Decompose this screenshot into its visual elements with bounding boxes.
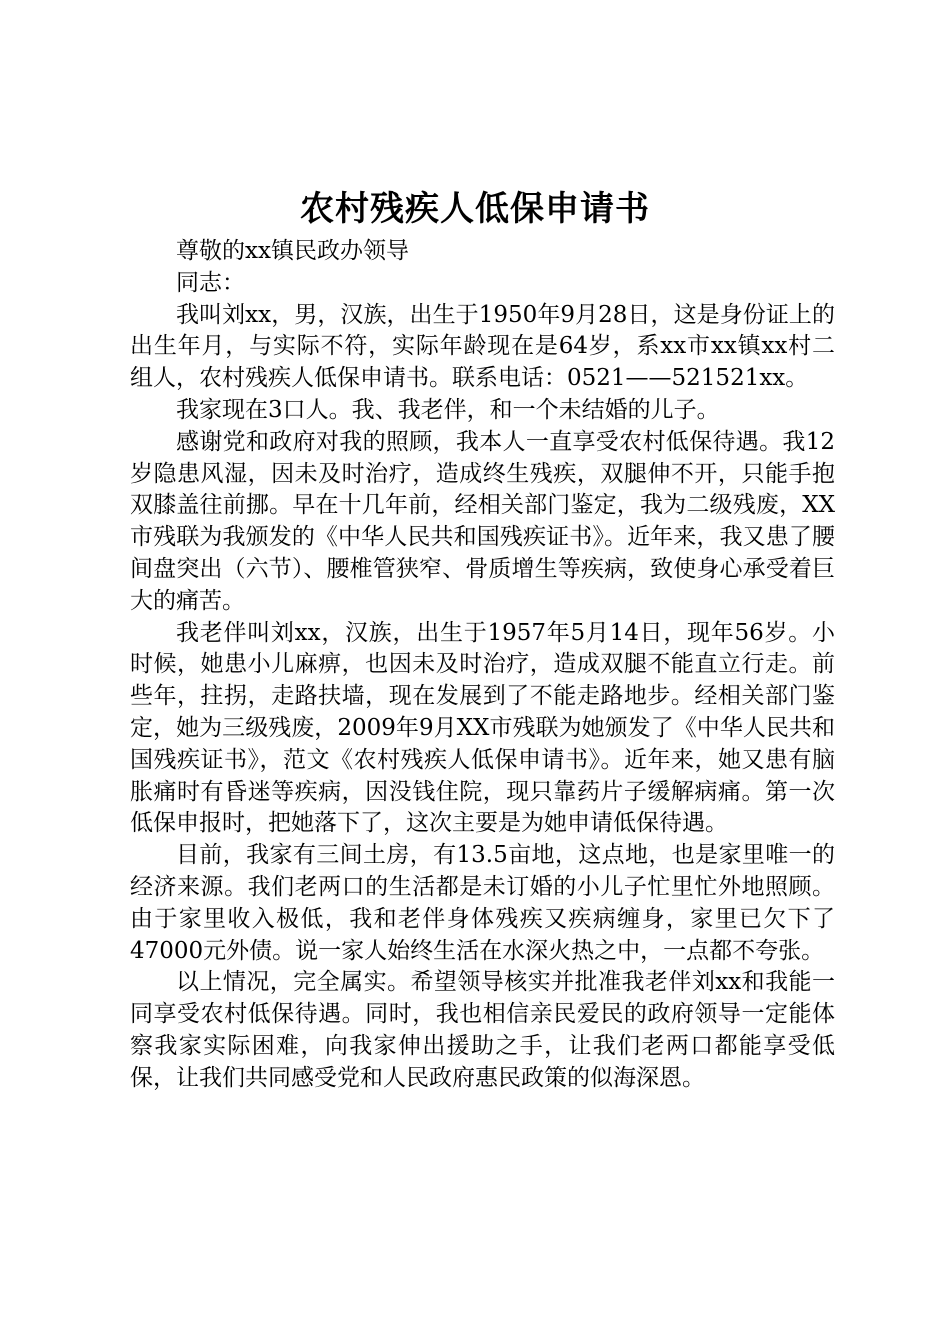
salutation-line-1: 尊敬的xx镇民政办领导 — [176, 238, 409, 264]
paragraph-5: 目前，我家有三间土房，有13.5亩地，这点地，也是家里唯一的经济来源。我们老两口的生活都是未订婚的小儿子忙里忙外地照顾。由于家里收入极低，我和老伴身体残疾又疾病缠身，家里已欠下了47000元外债。说一家人始终生活在水深火热之中，一点都不夸张。 — [130, 842, 835, 964]
paragraph-3: 感谢党和政府对我的照顾，我本人一直享受农村低保待遇。我12岁隐患风湿，因未及时治疗，造成终生残疾，双腿伸不开，只能手抱双膝盖往前挪。早在十几年前，经相关部门鉴定，我为二级残废，XX市残联为我颁发的《中华人民共和国残疾证书》。近年来，我又患了腰间盘突出（六节）、腰椎管狭窄、骨质增生等疾病，致使身心承受着巨大的痛苦。 — [130, 428, 835, 614]
paragraph-1: 我叫刘xx，男，汉族，出生于1950年9月28日，这是身份证上的出生年月，与实际不符，实际年龄现在是64岁，系xx市xx镇xx村二组人，农村残疾人低保申请书。联系电话：0521——521521xx。 — [130, 301, 835, 392]
document-body — [130, 236, 835, 1095]
salutation-line-2: 同志： — [176, 269, 245, 296]
paragraph-4: 我老伴叫刘xx，汉族，出生于1957年5月14日，现年56岁。小时候，她患小儿麻痹，也因未及时治疗，造成双腿不能直立行走。前些年，拄拐，走路扶墙，现在发展到了不能走路地步。经相关部门鉴定，她为三级残废，2009年9月XX市残联为她颁发了《中华人民共和国残疾证书》，范文《农村残疾人低保申请书》。近年来，她又患有脑胀痛时有昏迷等疾病，因没钱住院，现只靠药片子缓解病痛。第一次低保申报时，把她落下了，这次主要是为她申请低保待遇。 — [130, 619, 835, 837]
document-title: 农村残疾人低保申请书 — [300, 189, 650, 229]
paragraph-2: 我家现在3口人。我、我老伴，和一个未结婚的儿子。 — [176, 396, 720, 423]
paragraph-6: 以上情况，完全属实。希望领导核实并批准我老伴刘xx和我能一同享受农村低保待遇。同时，我也相信亲民爱民的政府领导一定能体察我家实际困难，向我家伸出援助之手，让我们老两口都能享受低保，让我们共同感受党和人民政府惠民政策的似海深恩。 — [130, 969, 835, 1091]
